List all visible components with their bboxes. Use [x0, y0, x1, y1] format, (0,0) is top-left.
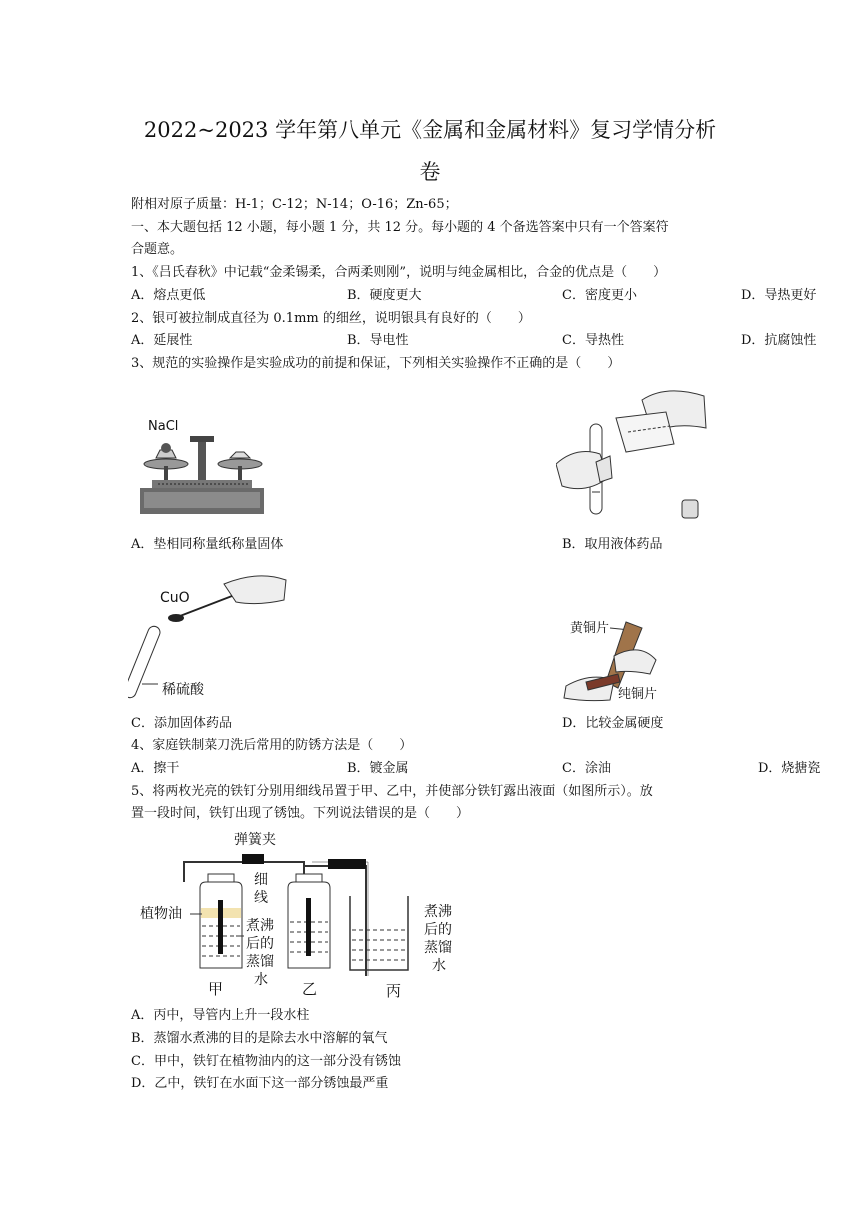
question-4-option-d: D．烧搪瓷 [758, 761, 821, 776]
boiled-water-label-a-1: 煮沸 [246, 918, 274, 934]
question-5-stem: 5、将两枚光亮的铁钉分别用细线吊置于甲、乙中，并使部分铁钉露出液面（如图所示）。放 [131, 784, 653, 799]
page-title: 2022~2023 学年第八单元《金属和金属材料》复习学情分析 [143, 118, 717, 142]
question-4-stem: 4、家庭铁制菜刀洗后常用的防锈方法是（ ） [131, 738, 413, 753]
question-2-option-d: D．抗腐蚀性 [741, 333, 817, 348]
section-instructions: 一、本大题包括 12 小题，每小题 1 分，共 12 分。每小题的 4 个备选答案中只有一个答案符 [131, 220, 669, 235]
balance-figure [138, 410, 270, 522]
dilute-sulfuric-acid-label: 稀硫酸 [162, 682, 204, 698]
question-2-option-c: C．导热性 [562, 333, 624, 348]
question-3-option-c: C．添加固体药品 [131, 716, 232, 731]
section-instructions-continued: 合题意。 [131, 242, 184, 257]
boiled-water-label-a-3: 蒸馏 [246, 954, 274, 970]
boiled-water-label-a-4: 水 [254, 972, 268, 988]
question-5-option-a: A．丙中，导管内上升一段水柱 [131, 1008, 310, 1023]
atomic-masses: 附相对原子质量：H-1；C-12；N-14；O-16；Zn-65； [131, 197, 458, 212]
question-2-stem: 2、银可被拉制成直径为 0.1mm 的细丝，说明银具有良好的（ ） [131, 311, 531, 326]
question-5-option-d: D．乙中，铁钉在水面下这一部分锈蚀最严重 [131, 1076, 389, 1091]
spring-clip-label: 弹簧夹 [234, 832, 276, 848]
add-solid-figure [128, 566, 288, 706]
rust-experiment-figure [136, 826, 466, 1004]
question-3-stem: 3、规范的实验操作是实验成功的前提和保证，下列相关实验操作不正确的是（ ） [131, 356, 621, 371]
nacl-label: NaCl [148, 419, 179, 434]
boiled-water-label-c-3: 蒸馏 [424, 940, 452, 956]
boiled-water-label-a-2: 后的 [246, 936, 274, 952]
question-2-option-a: A．延展性 [131, 333, 193, 348]
question-5-option-b: B．蒸馏水煮沸的目的是除去水中溶解的氧气 [131, 1031, 388, 1046]
vegetable-oil-label: 植物油 [140, 906, 182, 922]
question-4-option-a: A．擦干 [131, 761, 180, 776]
compare-hardness-figure [560, 612, 670, 706]
bing-label: 丙 [386, 982, 402, 1000]
page-title-continued: 卷 [419, 160, 441, 184]
question-3-option-d: D．比较金属硬度 [562, 716, 664, 731]
question-5-option-c: C．甲中，铁钉在植物油内的这一部分没有锈蚀 [131, 1054, 401, 1069]
jia-label: 甲 [208, 980, 224, 998]
question-1-option-a: A．熔点更低 [131, 288, 206, 303]
yi-label: 乙 [302, 980, 318, 998]
boiled-water-label-c-1: 煮沸 [424, 904, 452, 920]
thread-label-2: 线 [254, 890, 268, 906]
question-1-option-b: B．硬度更大 [347, 288, 422, 303]
question-4-option-b: B．镀金属 [347, 761, 409, 776]
question-2-option-b: B．导电性 [347, 333, 409, 348]
pure-copper-label: 纯铜片 [618, 687, 658, 702]
boiled-water-label-c-2: 后的 [424, 922, 452, 938]
question-3-option-a: A．垫相同称量纸称量固体 [131, 537, 284, 552]
question-3-option-b: B．取用液体药品 [562, 537, 663, 552]
question-1-option-d: D．导热更好 [741, 288, 817, 303]
question-4-option-c: C．涂油 [562, 761, 611, 776]
brass-label: 黄铜片 [570, 621, 610, 636]
cuo-label: CuO [160, 590, 190, 606]
boiled-water-label-c-4: 水 [432, 958, 446, 974]
question-1-option-c: C．密度更小 [562, 288, 637, 303]
thread-label-1: 细 [254, 872, 268, 888]
question-1-stem: 1、《吕氏春秋》中记载“金柔锡柔，合两柔则刚”，说明与纯金属相比，合金的优点是（ ） [131, 265, 667, 280]
question-5-stem-continued: 置一段时间，铁钉出现了锈蚀。下列说法错误的是（ ） [131, 806, 470, 821]
pour-liquid-figure [556, 382, 716, 524]
